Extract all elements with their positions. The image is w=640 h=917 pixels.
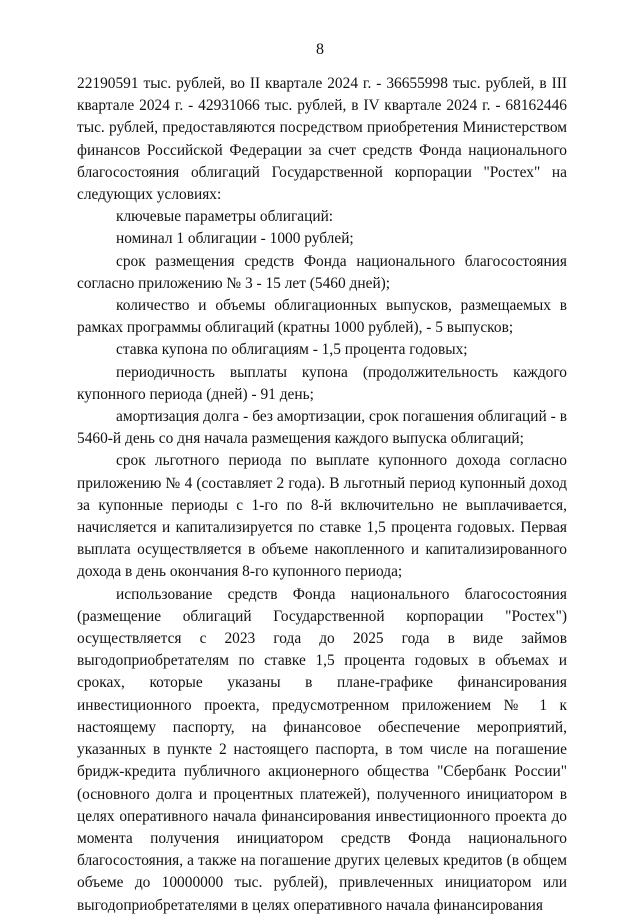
paragraph-grace-period: срок льготного периода по выплате купонного дохода согласно приложению № 4 (составляет 2 года). В льготный период купонный доход за купонные периоды с 1-го по 8-й включительно не выплачивается, начисляется и капитализируется по ставке 1,5 процента годовых. Первая выплата осуществляется в объеме накопленного и капитализированного дохода в день окончания 8-го купонного периода; bbox=[77, 452, 567, 581]
body-text bbox=[77, 73, 567, 917]
paragraph-use-of-funds: использование средств Фонда национального благосостояния (размещение облигаций Государственной корпорации "Ростех") осуществляется с 2023 года до 2025 года в виде займов выгодоприобретателям по ставке 1,5 процента годовых в объемах и сроках, которые указаны в плане-графике финансирования инвестиционного проекта, предусмотренном приложением № 1 к настоящему паспорту, на финансовое обеспечение мероприятий, указанных в пункте 2 настоящего паспорта, в том числе на погашение бридж-кредита публичного акционерного общества "Сбербанк России" (основного долга и процентных платежей), полученного инициатором в целях оперативного начала финансирования инвестиционного проекта до момента получения инициатором средств Фонда национального благосостояния, а также на погашение других целевых кредитов (в общем объеме до 10000000 тыс. рублей), привлеченных инициатором или выгодоприобретателями в целях оперативного начала финансирования bbox=[77, 585, 567, 914]
paragraph-funding-terms: 22190591 тыс. рублей, во II квартале 2024 г. - 36655998 тыс. рублей, в III квартале 2024 г. - 42931066 тыс. рублей, в IV квартале 2024 г. - 68162446 тыс. рублей, предоставляются посредством приобретения Министерством финансов Российской Федерации за счет средств Фонда национального благосостояния облигаций Государственной корпорации "Ростех" на следующих условиях: bbox=[77, 75, 567, 204]
paragraph-placement-term: срок размещения средств Фонда национального благосостояния согласно приложению № 3 - 15 лет (5460 дней); bbox=[77, 252, 567, 292]
page-number: 8 bbox=[316, 41, 324, 58]
paragraph-coupon-rate: ставка купона по облигациям - 1,5 процента годовых; bbox=[116, 341, 468, 359]
paragraph-issues-count: количество и объемы облигационных выпусков, размещаемых в рамках программы облигаций (кратны 1000 рублей), - 5 выпусков; bbox=[77, 297, 567, 337]
paragraph-nominal: номинал 1 облигации - 1000 рублей; bbox=[116, 230, 354, 248]
paragraph-amortization: амортизация долга - без амортизации, срок погашения облигаций - в 5460-й день со дня начала размещения каждого выпуска облигаций; bbox=[77, 408, 567, 448]
paragraph-coupon-periodicity: периодичность выплаты купона (продолжительность каждого купонного периода (дней) - 91 день; bbox=[77, 363, 567, 403]
paragraph-key-parameters: ключевые параметры облигаций: bbox=[116, 208, 334, 226]
